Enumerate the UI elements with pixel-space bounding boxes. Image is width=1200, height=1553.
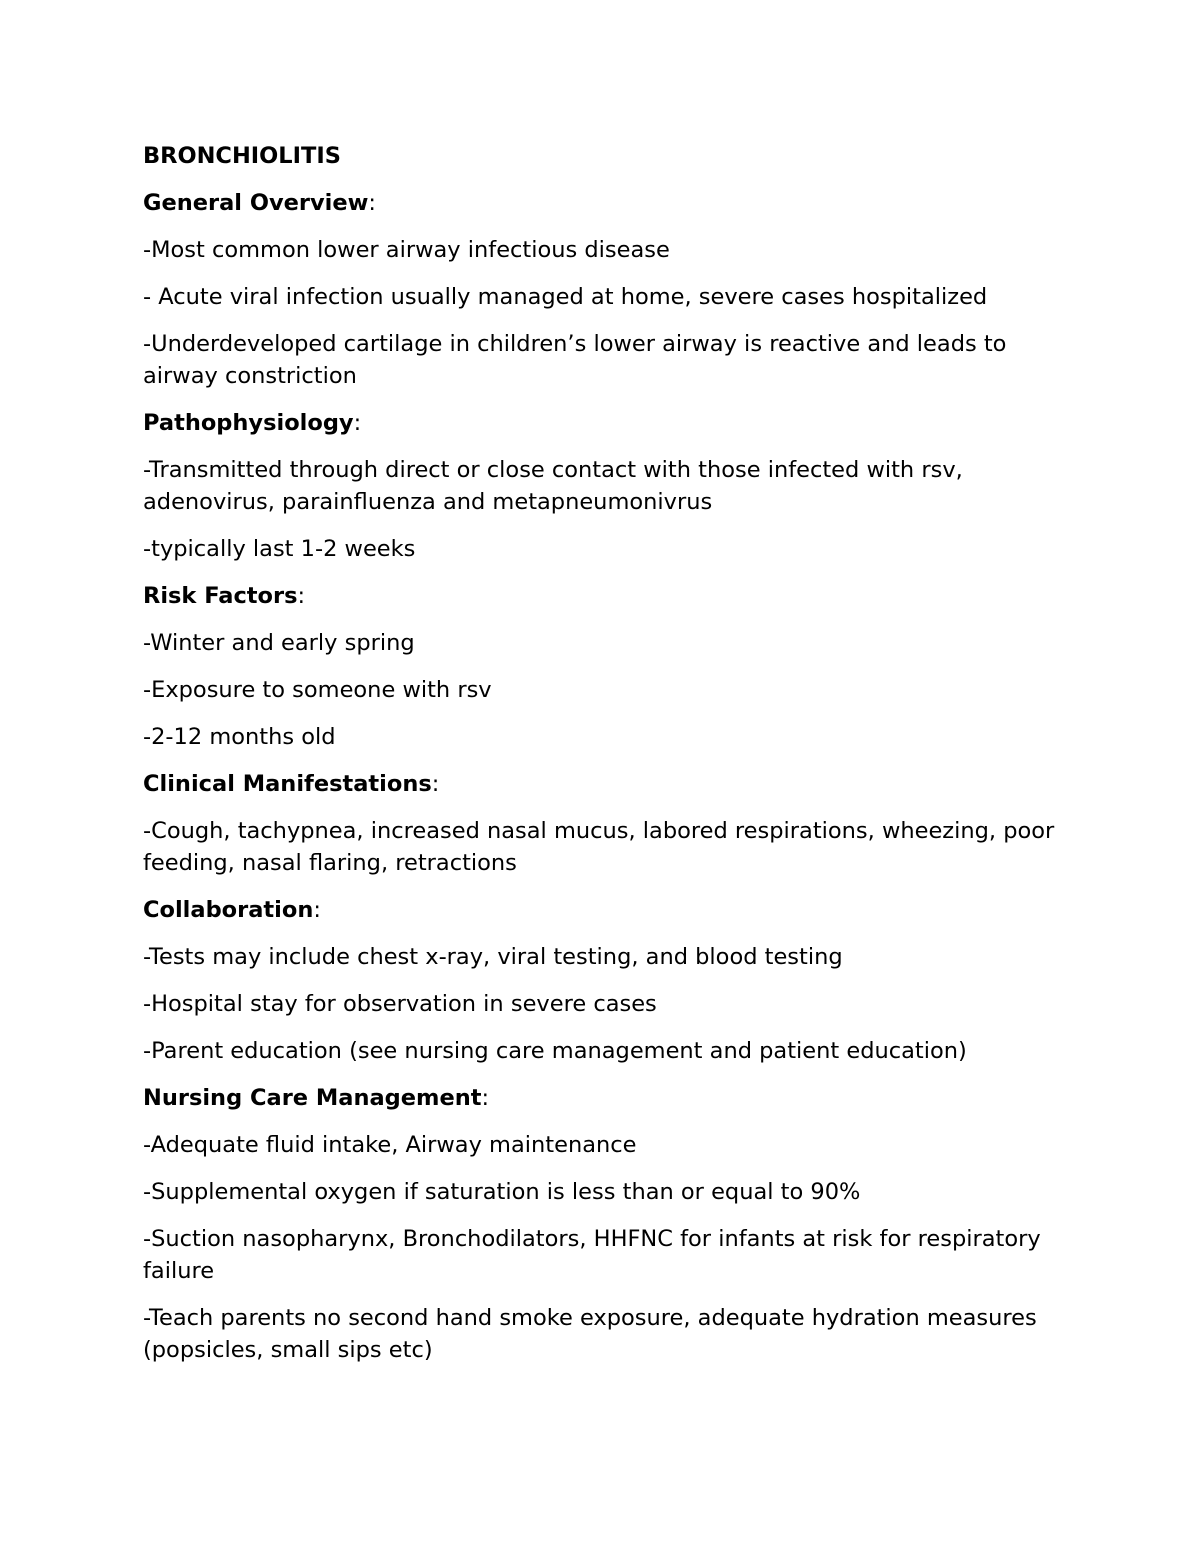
heading-text: Pathophysiology	[143, 410, 354, 436]
list-item: -Underdeveloped cartilage in children’s lower airway is reactive and leads to airway constriction	[143, 331, 1007, 389]
document-title: BRONCHIOLITIS	[143, 143, 341, 169]
heading-text: Clinical Manifestations	[143, 771, 432, 797]
section-heading-pathophysiology	[143, 407, 1063, 439]
heading-text: Nursing Care Management	[143, 1085, 482, 1111]
list-item: -Tests may include chest x-ray, viral testing, and blood testing	[143, 944, 843, 970]
list-item: -Teach parents no second hand smoke exposure, adequate hydration measures (popsicles, small sips etc)	[143, 1305, 1037, 1363]
heading-colon: :	[313, 897, 321, 923]
heading-text: General Overview	[143, 190, 369, 216]
list-item: -Cough, tachypnea, increased nasal mucus, labored respirations, wheezing, poor feeding, nasal flaring, retractions	[143, 818, 1055, 876]
list-item: -2-12 months old	[143, 724, 336, 750]
heading-text: Collaboration	[143, 897, 314, 923]
list-item: -Suction nasopharynx, Bronchodilators, HHFNC for infants at risk for respiratory failure	[143, 1226, 1041, 1284]
list-item: -Winter and early spring	[143, 630, 415, 656]
heading-colon: :	[297, 583, 306, 609]
section-heading-nursing-care-management	[143, 1082, 1063, 1114]
list-item: -typically last 1-2 weeks	[143, 536, 416, 562]
list-item: -Parent education (see nursing care management and patient education)	[143, 1038, 967, 1064]
section-heading-risk-factors	[143, 580, 1063, 612]
heading-colon: :	[353, 410, 362, 436]
document-page	[143, 140, 1063, 1381]
list-item: -Adequate fluid intake, Airway maintenance	[143, 1132, 637, 1158]
heading-text: Risk Factors	[143, 583, 298, 609]
heading-colon: :	[431, 771, 440, 797]
heading-colon: :	[481, 1085, 490, 1111]
list-item: - Acute viral infection usually managed at home, severe cases hospitalized	[143, 284, 988, 310]
heading-colon: :	[368, 190, 377, 216]
list-item: -Most common lower airway infectious disease	[143, 237, 670, 263]
section-heading-general-overview	[143, 187, 1063, 219]
section-heading-clinical-manifestations	[143, 768, 1063, 800]
list-item: -Supplemental oxygen if saturation is less than or equal to 90%	[143, 1179, 861, 1205]
list-item: -Transmitted through direct or close contact with those infected with rsv, adenovirus, parainfluenza and metapneumonivrus	[143, 457, 963, 515]
list-item: -Exposure to someone with rsv	[143, 677, 492, 703]
list-item: -Hospital stay for observation in severe cases	[143, 991, 657, 1017]
section-heading-collaboration	[143, 894, 1063, 926]
